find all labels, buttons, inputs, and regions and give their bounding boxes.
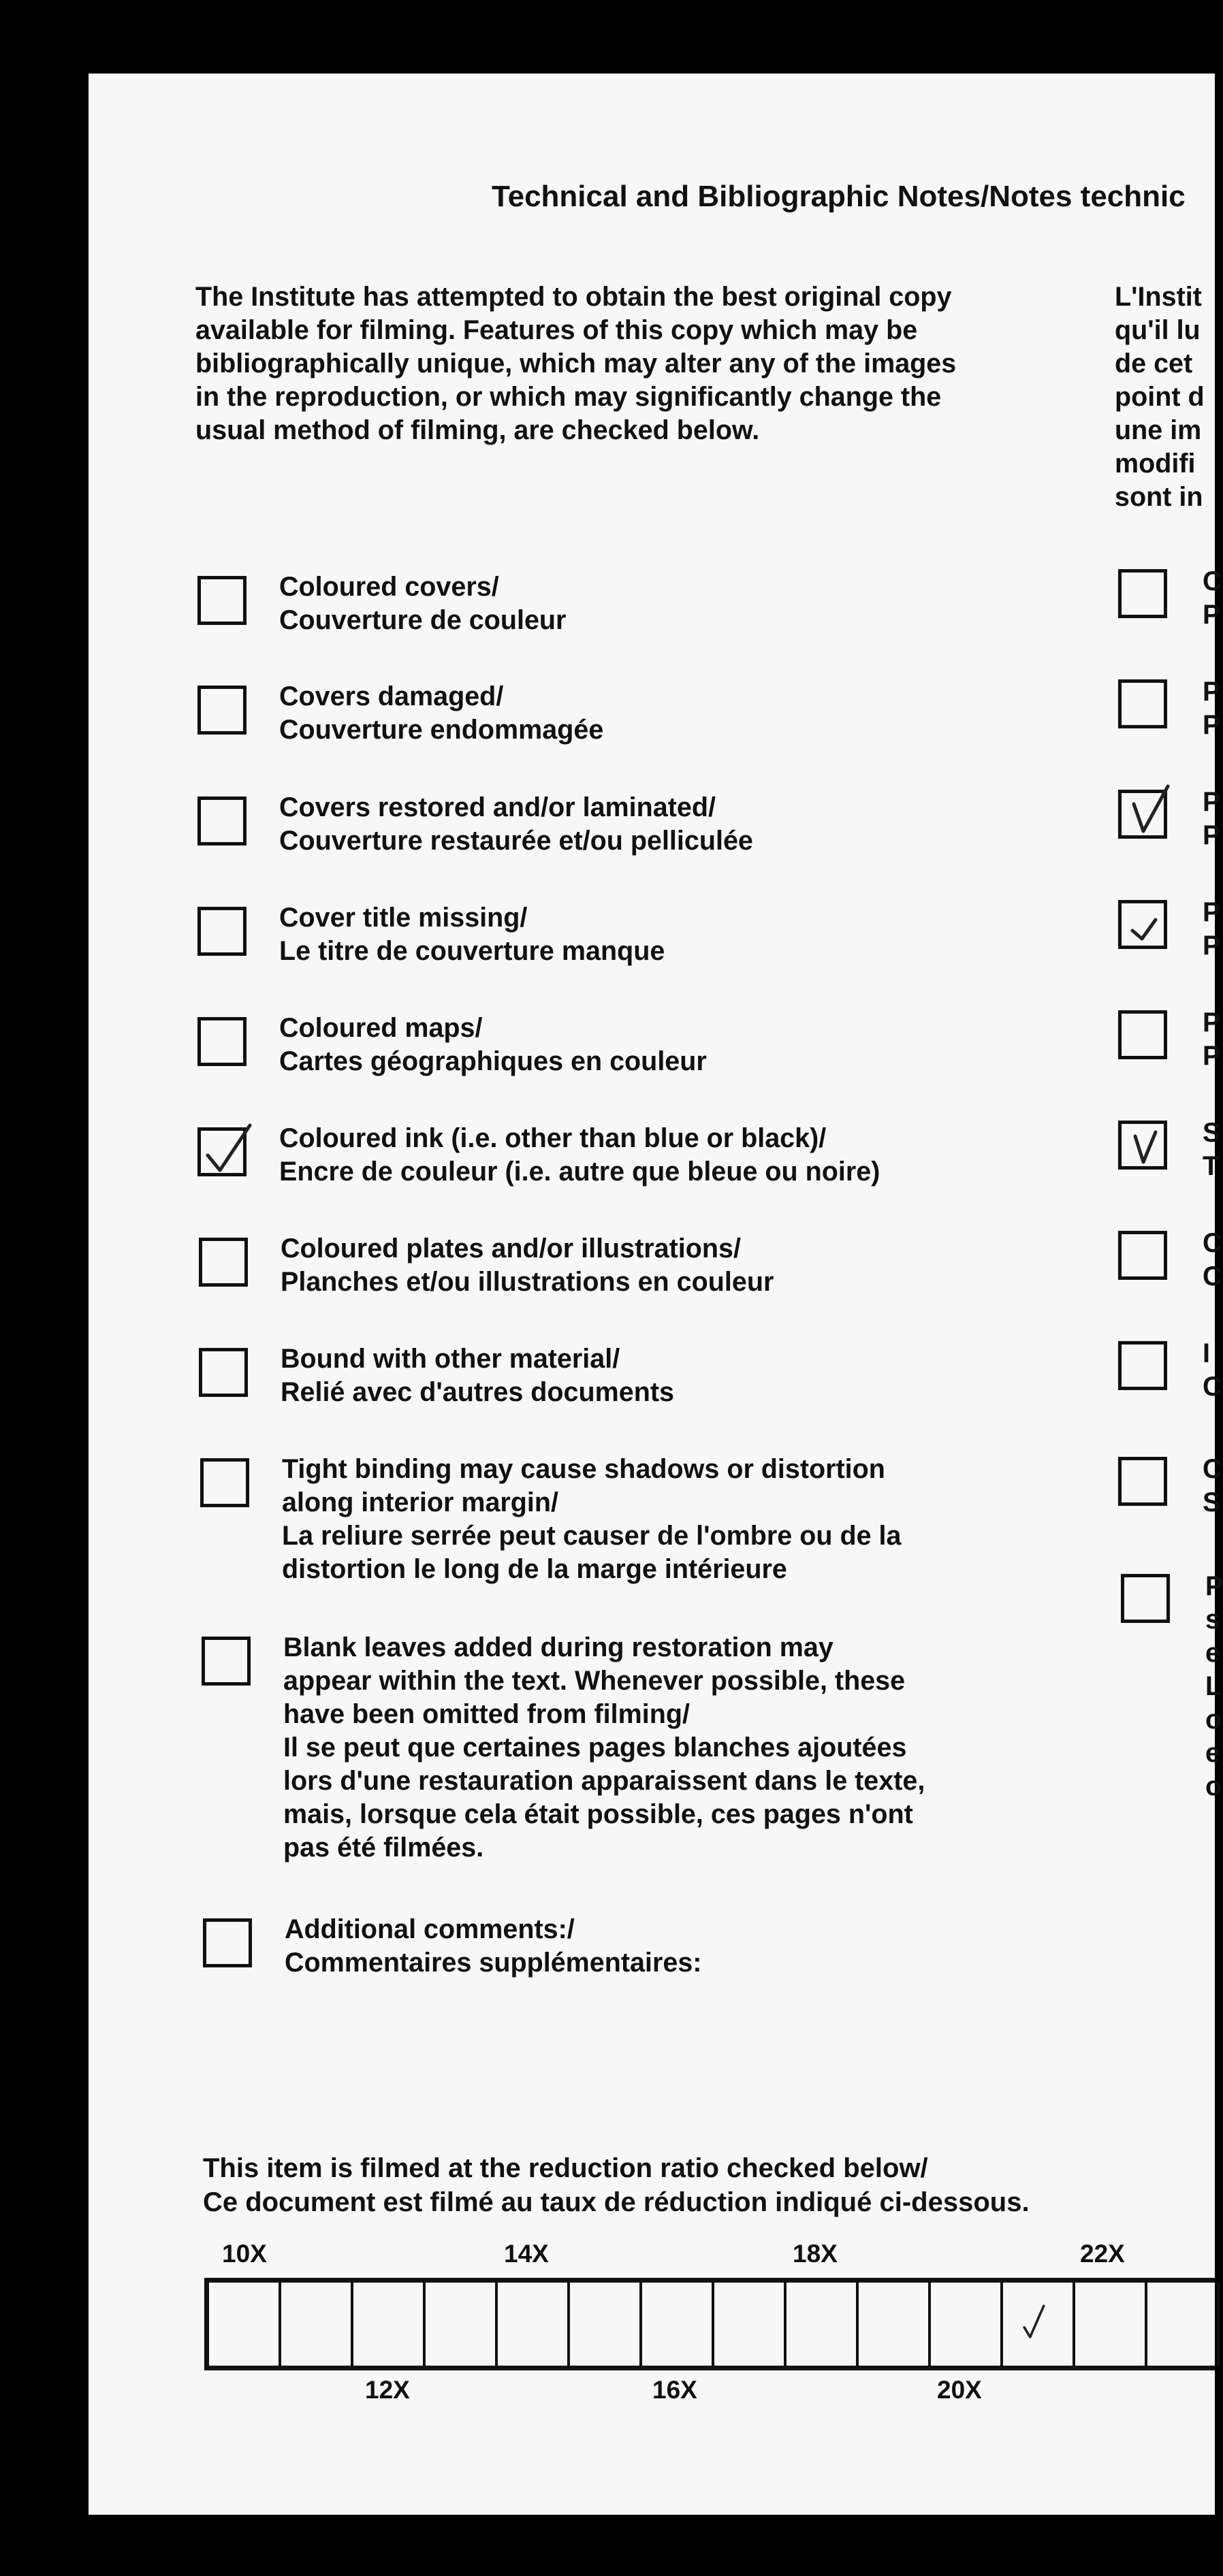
ratio-label-20x: 20X (937, 2376, 982, 2404)
item-label: L (1205, 1671, 1222, 1701)
item-label: P (1203, 1008, 1221, 1037)
ratio-cell[interactable] (281, 2283, 353, 2366)
intro-french (1115, 280, 1205, 514)
checkbox[interactable] (1118, 790, 1167, 839)
item-label: Tight binding may cause shadows or distortion (282, 1454, 885, 1484)
item-label: e (1205, 1738, 1220, 1768)
checkbox[interactable] (200, 1458, 249, 1507)
intro-english: The Institute has attempted to obtain the best original copy available for filming. Features of this copy which may be bibliographically unique, which may alter any of the images in the reproduction, or which may significantly change the usual method of filming, are checked below. (195, 282, 957, 445)
item-label: Couverture de couleur (279, 605, 567, 635)
ratio-cell[interactable] (1075, 2283, 1147, 2366)
item-label: pas été filmées. (283, 1833, 484, 1863)
item-label: Coloured ink (i.e. other than blue or black)/ (279, 1123, 827, 1153)
checkbox[interactable] (1118, 1341, 1167, 1390)
item-label: s (1205, 1605, 1220, 1635)
item-label: along interior margin/ (282, 1487, 559, 1517)
reduction-note (203, 2151, 1030, 2219)
item-label: Cartes géographiques en couleur (279, 1046, 707, 1076)
checkbox[interactable] (199, 1348, 248, 1397)
item-label: P (1205, 1571, 1223, 1601)
ratio-cell[interactable] (714, 2283, 787, 2366)
item-label: P (1203, 710, 1221, 740)
item-label: C (1203, 1454, 1222, 1484)
item-label: I (1203, 1338, 1210, 1368)
ratio-cell[interactable] (426, 2283, 498, 2366)
item-label: P (1203, 931, 1221, 961)
checkmark-icon (1126, 1120, 1173, 1174)
item-label: e (1205, 1638, 1220, 1668)
page-title: Technical and Bibliographic Notes/Notes technic (492, 180, 1186, 213)
ratio-label-14x: 14X (504, 2240, 549, 2268)
ratio-cell[interactable] (570, 2283, 642, 2366)
checkmark-icon (1126, 899, 1173, 954)
ratio-cell[interactable] (859, 2283, 931, 2366)
item-label: C (1203, 566, 1222, 596)
item-label: P (1203, 677, 1221, 707)
ratio-label-16x: 16X (652, 2376, 697, 2404)
checkbox[interactable] (197, 1127, 247, 1176)
item-label: Blank leaves added during restoration may (283, 1632, 833, 1662)
item-label: Covers restored and/or laminated/ (279, 792, 716, 822)
checkbox[interactable] (203, 1918, 252, 1967)
ratio-cell[interactable] (498, 2283, 570, 2366)
item-label: C (1203, 1261, 1222, 1291)
reduction-note-fr: Ce document est filmé au taux de réduction indiqué ci-dessous. (203, 2187, 1030, 2217)
item-label: Le titre de couverture manque (279, 936, 665, 966)
item-label: Planches et/ou illustrations en couleur (281, 1267, 774, 1297)
checkbox[interactable] (1118, 900, 1167, 949)
item-label: o (1205, 1771, 1222, 1801)
ratio-cell[interactable] (931, 2283, 1003, 2366)
intro-french-line: L'Instit (1115, 282, 1202, 312)
ratio-cell[interactable] (209, 2283, 281, 2366)
item-label: C (1203, 1228, 1222, 1258)
item-label: C (1203, 1372, 1222, 1402)
item-label: La reliure serrée peut causer de l'ombre ou de la (282, 1521, 902, 1551)
item-label: Couverture endommagée (279, 715, 604, 745)
intro-french-line: une im (1115, 415, 1202, 445)
ratio-cell-checked[interactable] (1003, 2283, 1075, 2366)
item-label: Commentaires supplémentaires: (285, 1948, 702, 1978)
item-label: T (1203, 1151, 1220, 1181)
reduction-ratio-grid (204, 2278, 1215, 2370)
checkbox[interactable] (199, 1238, 248, 1287)
intro-french-line: sont in (1115, 482, 1203, 512)
intro-french-line: point d (1115, 382, 1205, 412)
checkbox[interactable] (1118, 1457, 1167, 1506)
item-label: lors d'une restauration apparaissent dans le texte, (283, 1766, 925, 1796)
item-label: Coloured maps/ (279, 1013, 483, 1043)
item-label: P (1203, 787, 1221, 817)
item-label: P (1203, 897, 1221, 927)
item-label: S (1203, 1487, 1221, 1517)
intro-french-line: modifi (1115, 449, 1196, 479)
checkbox[interactable] (1118, 1010, 1167, 1059)
ratio-cell[interactable] (787, 2283, 859, 2366)
ratio-label-18x: 18X (793, 2240, 838, 2268)
item-label: Covers damaged/ (279, 681, 504, 711)
item-label: P (1203, 1041, 1221, 1071)
item-label: Relié avec d'autres documents (281, 1377, 674, 1407)
ratio-cell[interactable] (642, 2283, 714, 2366)
checkbox[interactable] (1118, 679, 1167, 728)
item-label: Encre de couleur (i.e. autre que bleue ou noire) (279, 1157, 880, 1187)
ratio-cell[interactable] (1147, 2283, 1220, 2366)
checkmark-icon (205, 1127, 253, 1181)
checkbox[interactable] (202, 1637, 251, 1686)
item-label: mais, lorsque cela était possible, ces pages n'ont (283, 1799, 913, 1829)
intro-french-line: qu'il lu (1115, 315, 1201, 345)
ratio-label-10x: 10X (222, 2240, 267, 2268)
checkmark-icon (1126, 789, 1173, 843)
item-label: Couverture restaurée et/ou pelliculée (279, 826, 753, 856)
checkbox[interactable] (1118, 1121, 1167, 1170)
checkbox[interactable] (1121, 1574, 1170, 1623)
item-label: Cover title missing/ (279, 903, 528, 933)
item-label: Il se peut que certaines pages blanches ajoutées (283, 1733, 907, 1762)
item-label: Coloured covers/ (279, 572, 499, 602)
item-label: have been omitted from filming/ (283, 1699, 690, 1729)
item-label: P (1203, 600, 1221, 630)
ratio-label-12x: 12X (365, 2376, 410, 2404)
checkbox[interactable] (1118, 1231, 1167, 1280)
ratio-cell[interactable] (353, 2283, 426, 2366)
checkmark-icon (1019, 2303, 1053, 2344)
item-label: distortion le long de la marge intérieure (282, 1554, 787, 1584)
item-label: Bound with other material/ (281, 1344, 620, 1374)
item-label: S (1203, 1118, 1221, 1148)
checkbox[interactable] (197, 686, 247, 735)
reduction-note-en: This item is filmed at the reduction ratio checked below/ (203, 2153, 928, 2183)
checkbox[interactable] (197, 1017, 247, 1066)
item-label: Coloured plates and/or illustrations/ (281, 1234, 741, 1263)
item-label: o (1205, 1705, 1222, 1735)
ratio-label-22x: 22X (1080, 2240, 1125, 2268)
checkbox[interactable] (197, 796, 247, 846)
checkbox[interactable] (197, 576, 247, 625)
checkbox[interactable] (1118, 569, 1167, 618)
intro-french-line: de cet (1115, 349, 1193, 379)
checkbox[interactable] (197, 907, 247, 956)
item-label: Additional comments:/ (285, 1914, 575, 1944)
item-label: appear within the text. Whenever possible, these (283, 1666, 906, 1696)
item-label: P (1203, 820, 1221, 850)
